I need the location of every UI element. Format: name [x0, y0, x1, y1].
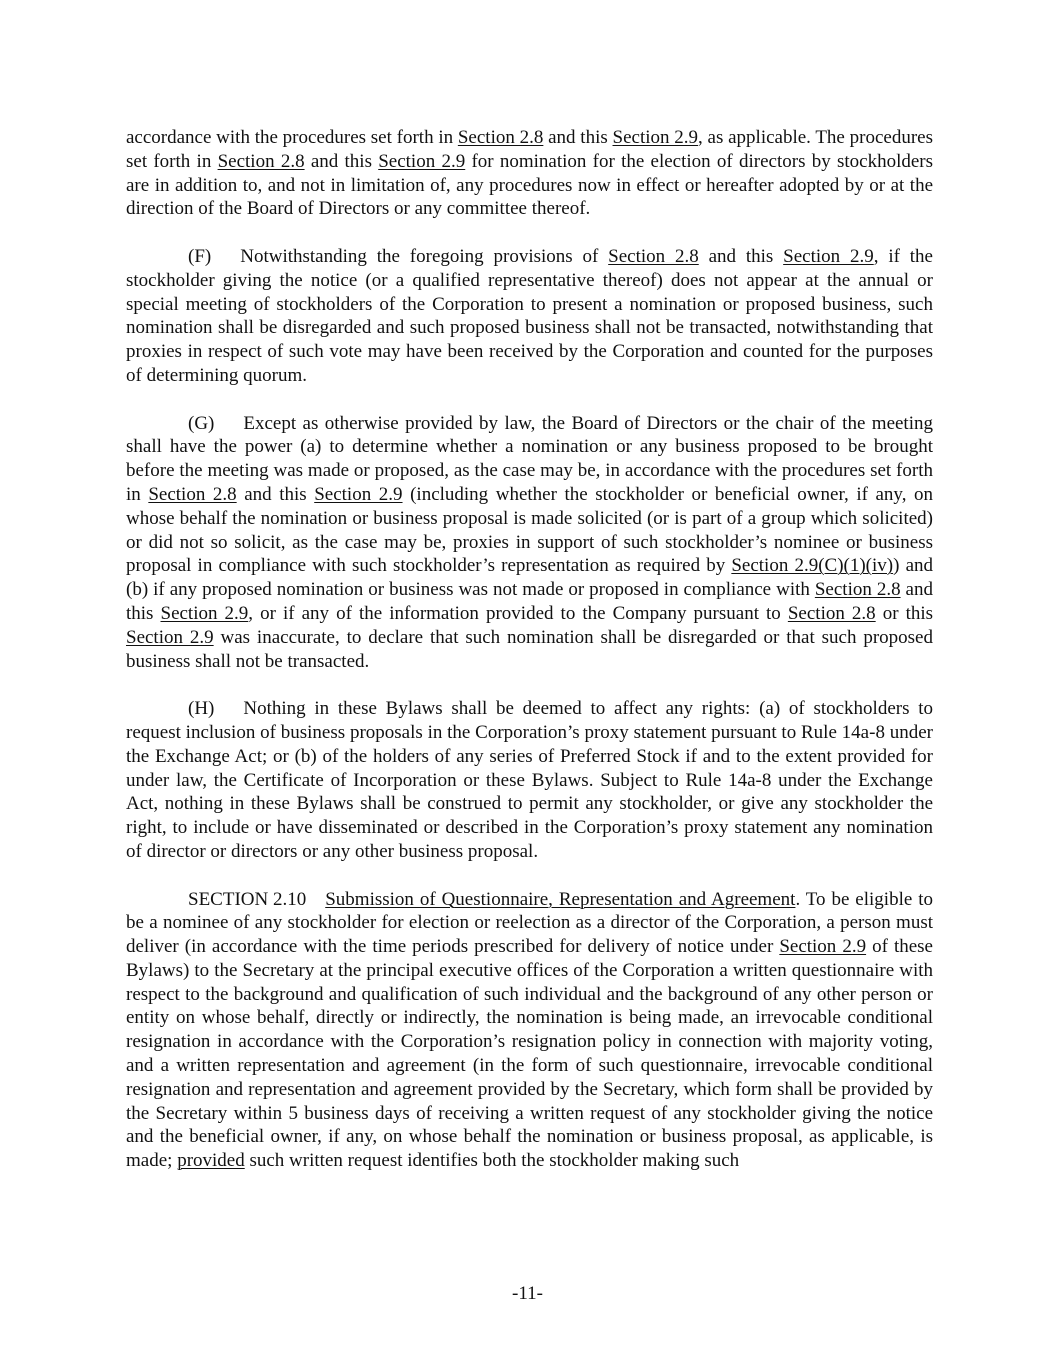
text-run: . To be eligible to be a nominee of any stockholder for election or reelection as a director of the Corporation, a person must deliver (in accordance with the time periods prescribed for delivery of notice under [126, 888, 933, 958]
text-run: Notwithstanding the foregoing provisions of [240, 245, 609, 267]
text-run: and this [304, 150, 379, 172]
section-reference: Section 2.8 [787, 602, 876, 624]
paragraph-g [126, 412, 933, 674]
paragraph-label: (G) [188, 412, 215, 434]
page-number: -11- [512, 1283, 543, 1304]
text-run: was inaccurate, to declare that such nomination shall be disregarded or that such proposed business shall not be transacted. [126, 626, 933, 672]
paragraph-h [126, 697, 933, 864]
text-run: and this [236, 483, 315, 505]
section-2-10-paragraph [126, 888, 933, 1174]
section-reference: Section 2.9 [160, 602, 249, 624]
text-run: and this [543, 127, 613, 148]
text-run: and this [126, 579, 933, 624]
text-run: and this [698, 245, 784, 267]
text-run: or this [875, 602, 934, 624]
text-run: such written request identifies both the stockholder making such [244, 1150, 740, 1172]
emphasis-provided: provided [177, 1150, 245, 1172]
section-reference: Section 2.9 [779, 936, 867, 958]
text-run: ) and (b) if any proposed nomination or business was not made or proposed in compliance with [126, 555, 934, 601]
section-reference: Section 2.8 [457, 127, 544, 148]
section-reference: Section 2.9(C)(1)(iv) [731, 555, 894, 577]
section-heading: Submission of Questionnaire, Representation and Agreement [325, 888, 796, 910]
section-reference: Section 2.9 [314, 483, 403, 505]
text-run: , if the stockholder giving the notice (or a qualified representative thereof) does not appear at the annual or special meeting of stockholders of the Corporation to present a nomination or proposed business, such nomination shall be disregarded and such proposed business shall not be transacted, notwithstanding that proxies in respect of such vote may have been received by the Corporation and counted for the purposes of determining quorum. [126, 245, 933, 386]
paragraph-label: (H) [188, 698, 215, 720]
section-reference: Section 2.8 [148, 483, 237, 505]
text-run: , or if any of the information provided to the Company pursuant to [248, 602, 788, 624]
text-run: , as applicable. The procedures set forth in [126, 127, 933, 172]
paragraph-continuation [126, 126, 933, 221]
text-run: for nomination for the election of directors by stockholders are in addition to, and not in limitation of, any procedures now in effect or hereafter adopted by or at the direction of the Board of Directors or any committee thereof. [126, 150, 934, 220]
text-run: Except as otherwise provided by law, the Board of Directors or the chair of the meeting shall have the power (a) to determine whether a nomination or any business proposed to be brought before the meeting was made or proposed, as the case may be, in accordance with the procedures set forth in [126, 412, 933, 505]
section-reference: Section 2.8 [814, 579, 901, 601]
text-run: of these Bylaws) to the Secretary at the principal executive offices of the Corporation a written questionnaire with respect to the background and qualification of such individual and the background of any other person or entity on whose behalf, directly or indirectly, the nomination is being made, an irrevocable conditional resignation in accordance with the Corporation’s resignation policy in connection with majority voting, and a written representation and agreement (in the form of such questionnaire, irrevocable conditional resignation and representation and agreement provided by the Secretary, which form shall be provided by the Secretary within 5 business days of receiving a written request of any stockholder giving the notice and the beneficial owner, if any, on whose behalf the nomination or business proposal, as applicable, is made; [126, 936, 933, 1172]
section-reference: Section 2.9 [378, 150, 466, 172]
document-page [126, 126, 933, 1197]
text-run: accordance with the procedures set forth in [126, 127, 458, 148]
section-reference: Section 2.9 [612, 127, 699, 148]
section-reference: Section 2.9 [783, 245, 874, 267]
section-reference: Section 2.8 [217, 150, 305, 172]
text-run: (including whether the stockholder or beneficial owner, if any, on whose behalf the nomination or business proposal is made solicited (or is part of a group which solicited) or did not so solicit, as the case may be, proxies in support of such stockholder’s nominee or business proposal in compliance with such stockholder’s representation as required by [126, 483, 934, 577]
section-reference: Section 2.8 [608, 245, 699, 267]
section-label: SECTION 2.10 [188, 888, 307, 910]
text-run: Nothing in these Bylaws shall be deemed to affect any rights: (a) of stockholders to request inclusion of business proposals in the Corporation’s proxy statement pursuant to Rule 14a-8 under the Exchange Act; or (b) of the holders of any series of Preferred Stock if and to the extent provided for under law, the Certificate of Incorporation or these Bylaws. Subject to Rule 14a-8 under the Exchange Act, nothing in these Bylaws shall be construed to permit any stockholder, or give any stockholder the right, to include or have disseminated or described in the Corporation’s proxy statement any nomination of director or directors or any other business proposal. [126, 698, 933, 862]
paragraph-f [126, 245, 933, 388]
paragraph-label: (F) [188, 245, 212, 267]
section-reference: Section 2.9 [126, 626, 214, 648]
